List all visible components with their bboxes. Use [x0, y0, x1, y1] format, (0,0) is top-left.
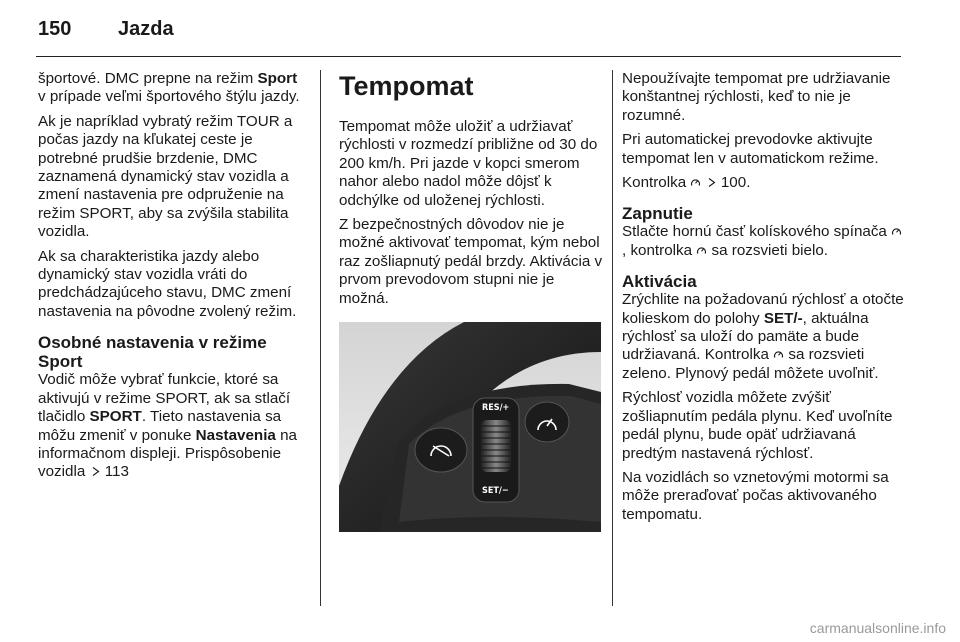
paragraph [622, 174, 906, 192]
steering-wheel-controls-image [339, 322, 601, 532]
page-reference[interactable]: 100. [720, 174, 751, 192]
page-reference-icon [90, 466, 101, 477]
text: sa rozsvieti zeleno. Plynový pedál môžete uvoľniť. [622, 346, 879, 382]
paragraph: Rýchlosť vozidla môžete zvýšiť zošliapnutím pedála plynu. Keď uvoľníte pedál plynu, bude opäť udržiavaná predtým nastavená rýchlosť. [622, 389, 893, 462]
emphasis: SPORT [89, 408, 142, 426]
text: Zrýchlite na požadovanú rýchlosť a otočte kolieskom do polohy [622, 291, 904, 327]
column-left [38, 70, 308, 488]
text: , kontrolka [622, 241, 697, 259]
text: Vodič môže vybrať funkcie, ktoré sa aktivujú v režime SPORT, ak sa stlačí tlačidlo [38, 371, 291, 426]
text: , aktuálna rýchlosť sa uloží do pamäte a bude udržiavaná. Kontrolka [622, 309, 869, 364]
res-label: RES/+ [482, 403, 510, 414]
text: . Tieto nastavenia sa môžu zmeniť v ponuke [38, 408, 282, 444]
set-label: SET/− [482, 486, 509, 497]
column-divider [320, 70, 321, 606]
cruise-control-icon [696, 245, 707, 256]
text: sa rozsvieti bielo. [707, 241, 829, 259]
text: na informačnom displeji. Prispôsobenie vozidla [38, 426, 297, 481]
text: Stlačte hornú časť kolískového spínača [622, 223, 892, 241]
cruise-control-icon [891, 226, 902, 237]
paragraph [38, 70, 308, 107]
paragraph: Nepoužívajte tempomat pre udržiavanie konštantnej rýchlosti, keď to nie je rozumné. [622, 70, 891, 124]
page-reference-icon [706, 177, 717, 188]
paragraph: Z bezpečnostných dôvodov nie je možné aktivovať tempomat, kým nebol raz zošliapnutý pedál brzdy. Aktivácia v prvom prevodovom stupni nie je možná. [339, 216, 603, 307]
column-divider [612, 70, 613, 606]
paragraph: Ak sa charakteristika jazdy alebo dynamický stav vozidla vráti do predchádzajúceho stavu, DMC zmení nastavenia na pôvodne zvolený režim. [38, 247, 297, 320]
chapter-title: Tempomat [339, 71, 474, 101]
page-reference[interactable]: 113 [104, 463, 129, 481]
column-right [622, 70, 906, 530]
emphasis: Nastavenia [195, 426, 276, 444]
watermark: carmanualsonline.info [809, 620, 946, 636]
cruise-control-icon [773, 349, 784, 360]
header-divider [36, 56, 901, 57]
paragraph: Pri automatickej prevodovke aktivujte tempomat len v automatickom režime. [622, 131, 879, 167]
paragraph: Na vozidlách so vznetovými motormi sa môže preraďovať počas aktivovaného tempomatu. [622, 468, 889, 523]
paragraph [622, 291, 906, 383]
section-title: Jazda [118, 18, 174, 40]
subheading-switch-on: Zapnutie [622, 204, 693, 224]
subheading-personal-settings: Osobné nastavenia v režime Sport [38, 333, 267, 372]
paragraph: Ak je napríklad vybratý režim TOUR a počas jazdy na kľukatej ceste je potrebné prudšie brzdenie, DMC zaznamená dynamický stav vozidla a zmení nastavenia pre odpruženie na režim SPORT, aby sa zvýšila stabilita vozidla. [38, 112, 293, 241]
column-middle [339, 70, 607, 532]
text: Kontrolka [622, 174, 691, 192]
page-header [36, 16, 926, 52]
paragraph: Tempomat môže uložiť a udržiavať rýchlosti v rozmedzí približne od 30 do 200 km/h. Pri jazde v kopci smerom nahor alebo nadol môže dôjsť k odchýlke od uloženej rýchlosti. [339, 118, 598, 209]
text: v prípade veľmi športového štýlu jazdy. [38, 88, 300, 106]
cruise-control-icon [690, 177, 701, 188]
emphasis: Sport [257, 70, 298, 87]
paragraph [622, 223, 906, 260]
emphasis: SET/- [763, 309, 803, 327]
paragraph [38, 371, 308, 481]
subheading-activation: Aktivácia [622, 272, 697, 292]
text: športové. DMC prepne na režim [38, 70, 258, 87]
page-number: 150 [38, 18, 72, 40]
